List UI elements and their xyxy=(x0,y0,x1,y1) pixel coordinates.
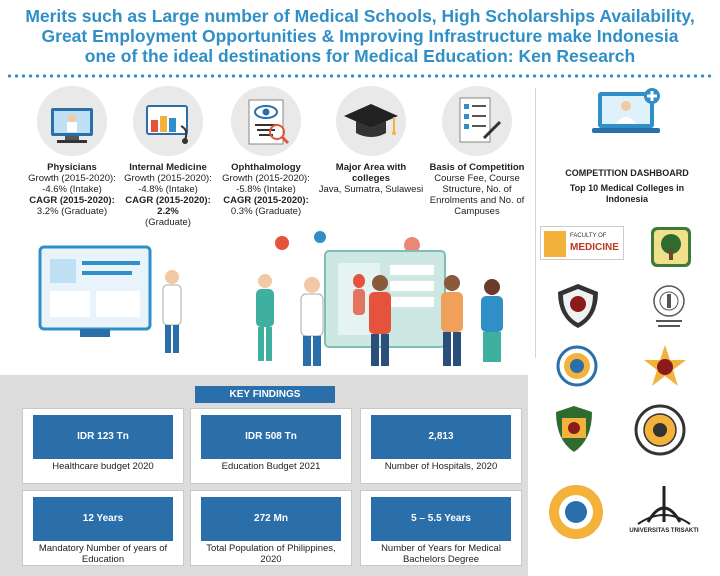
title-line-2: Great Employment Opportunities & Improving Infrastructure make Indonesia xyxy=(41,26,679,46)
finding-card xyxy=(190,408,352,484)
metric-line: Structure, No. of xyxy=(442,184,512,195)
college-logo-blue-seal xyxy=(556,345,598,387)
metric-basis-of-competition xyxy=(422,86,532,217)
college-logo-round-emblem xyxy=(634,404,686,456)
finding-card xyxy=(22,490,184,566)
dashboard-subheading: Top 10 Medical Colleges in Indonesia xyxy=(569,183,685,204)
metric-internal-medicine xyxy=(118,86,218,228)
infographic-title xyxy=(0,6,720,66)
finding-label: Number of Hospitals, 2020 xyxy=(384,461,498,472)
metric-title: Major Area with colleges xyxy=(335,162,407,184)
college-logo-sun-emblem xyxy=(548,482,604,542)
finding-label: Total Population of Philippines, 2020 xyxy=(206,543,336,565)
finding-value: 272 Mn xyxy=(201,497,341,541)
medical-education-illustration xyxy=(20,225,530,370)
metric-line: 3.2% (Graduate) xyxy=(36,206,108,217)
finding-label: Education Budget 2021 xyxy=(221,461,321,472)
metric-major-area xyxy=(316,86,426,195)
finding-value: IDR 123 Tn xyxy=(33,415,173,459)
metric-title: Basis of Competition xyxy=(429,162,525,173)
logo-text: FACULTY OF xyxy=(570,233,607,239)
finding-value: 5 – 5.5 Years xyxy=(371,497,511,541)
metric-line: Campuses xyxy=(454,206,500,217)
finding-card xyxy=(360,490,522,566)
finding-value: IDR 508 Tn xyxy=(201,415,341,459)
checklist-icon xyxy=(442,86,512,156)
metric-line: CAGR (2015-2020): xyxy=(29,195,115,206)
trisakti-emblem-icon xyxy=(628,484,700,526)
dotted-divider xyxy=(6,74,714,78)
metric-physicians xyxy=(22,86,122,217)
metric-line: Growth (2015-2020): xyxy=(124,173,212,184)
finding-label: Mandatory Number of years of Education xyxy=(38,543,168,565)
physician-computer-icon xyxy=(37,86,107,156)
college-logo-crest xyxy=(556,282,600,330)
shield-icon xyxy=(544,231,566,257)
college-logo-yellow-star xyxy=(642,343,688,389)
section-divider xyxy=(535,88,536,358)
title-line-3: one of the ideal destinations for Medical Education: Ken Research xyxy=(84,46,636,66)
college-logo-tree-emblem xyxy=(648,224,694,270)
metric-line: Enrolments and No. of xyxy=(429,195,525,206)
metric-line: CAGR (2015-2020): 2.2% xyxy=(125,195,211,217)
metric-line: CAGR (2015-2020): xyxy=(223,195,309,206)
metric-line: Growth (2015-2020): xyxy=(222,173,310,184)
finding-value: 2,813 xyxy=(371,415,511,459)
college-logo-gadjah-mada xyxy=(648,282,690,334)
dashboard-heading: COMPETITION DASHBOARD xyxy=(565,168,689,178)
metric-line: 0.3% (Graduate) xyxy=(230,206,302,217)
metric-ophthalmology xyxy=(216,86,316,217)
finding-label: Healthcare budget 2020 xyxy=(52,461,154,472)
metric-title: Physicians xyxy=(47,162,97,173)
college-logo-green-crest xyxy=(552,404,596,454)
metric-title: Ophthalmology xyxy=(231,162,301,173)
metric-title: Internal Medicine xyxy=(129,162,207,173)
metric-line: -5.8% (Intake) xyxy=(236,184,296,195)
metric-line: -4.6% (Intake) xyxy=(42,184,102,195)
medicine-bottles-icon xyxy=(133,86,203,156)
finding-card xyxy=(360,408,522,484)
college-logo-faculty-of-medicine xyxy=(540,226,624,260)
metric-line: Course Fee, Course xyxy=(434,173,520,184)
doctor-laptop-icon xyxy=(592,86,664,144)
key-findings-heading: KEY FINDINGS xyxy=(195,386,335,403)
eye-chart-icon xyxy=(231,86,301,156)
graduation-cap-icon xyxy=(336,86,406,156)
logo-text: MEDICINE xyxy=(570,242,619,253)
metric-line: (Graduate) xyxy=(145,217,191,228)
finding-card xyxy=(22,408,184,484)
finding-value: 12 Years xyxy=(33,497,173,541)
finding-card xyxy=(190,490,352,566)
title-line-1: Merits such as Large number of Medical Schools, High Scholarships Availability, xyxy=(25,6,695,26)
college-logo-trisakti xyxy=(628,484,700,540)
finding-label: Number of Years for Medical Bachelors Degree xyxy=(381,543,501,565)
metric-line: Growth (2015-2020): xyxy=(28,173,116,184)
logo-text: UNIVERSITAS TRISAKTI xyxy=(629,528,699,534)
metric-line: -4.8% (Intake) xyxy=(138,184,198,195)
metric-line: Java, Sumatra, Sulawesi xyxy=(318,184,424,195)
